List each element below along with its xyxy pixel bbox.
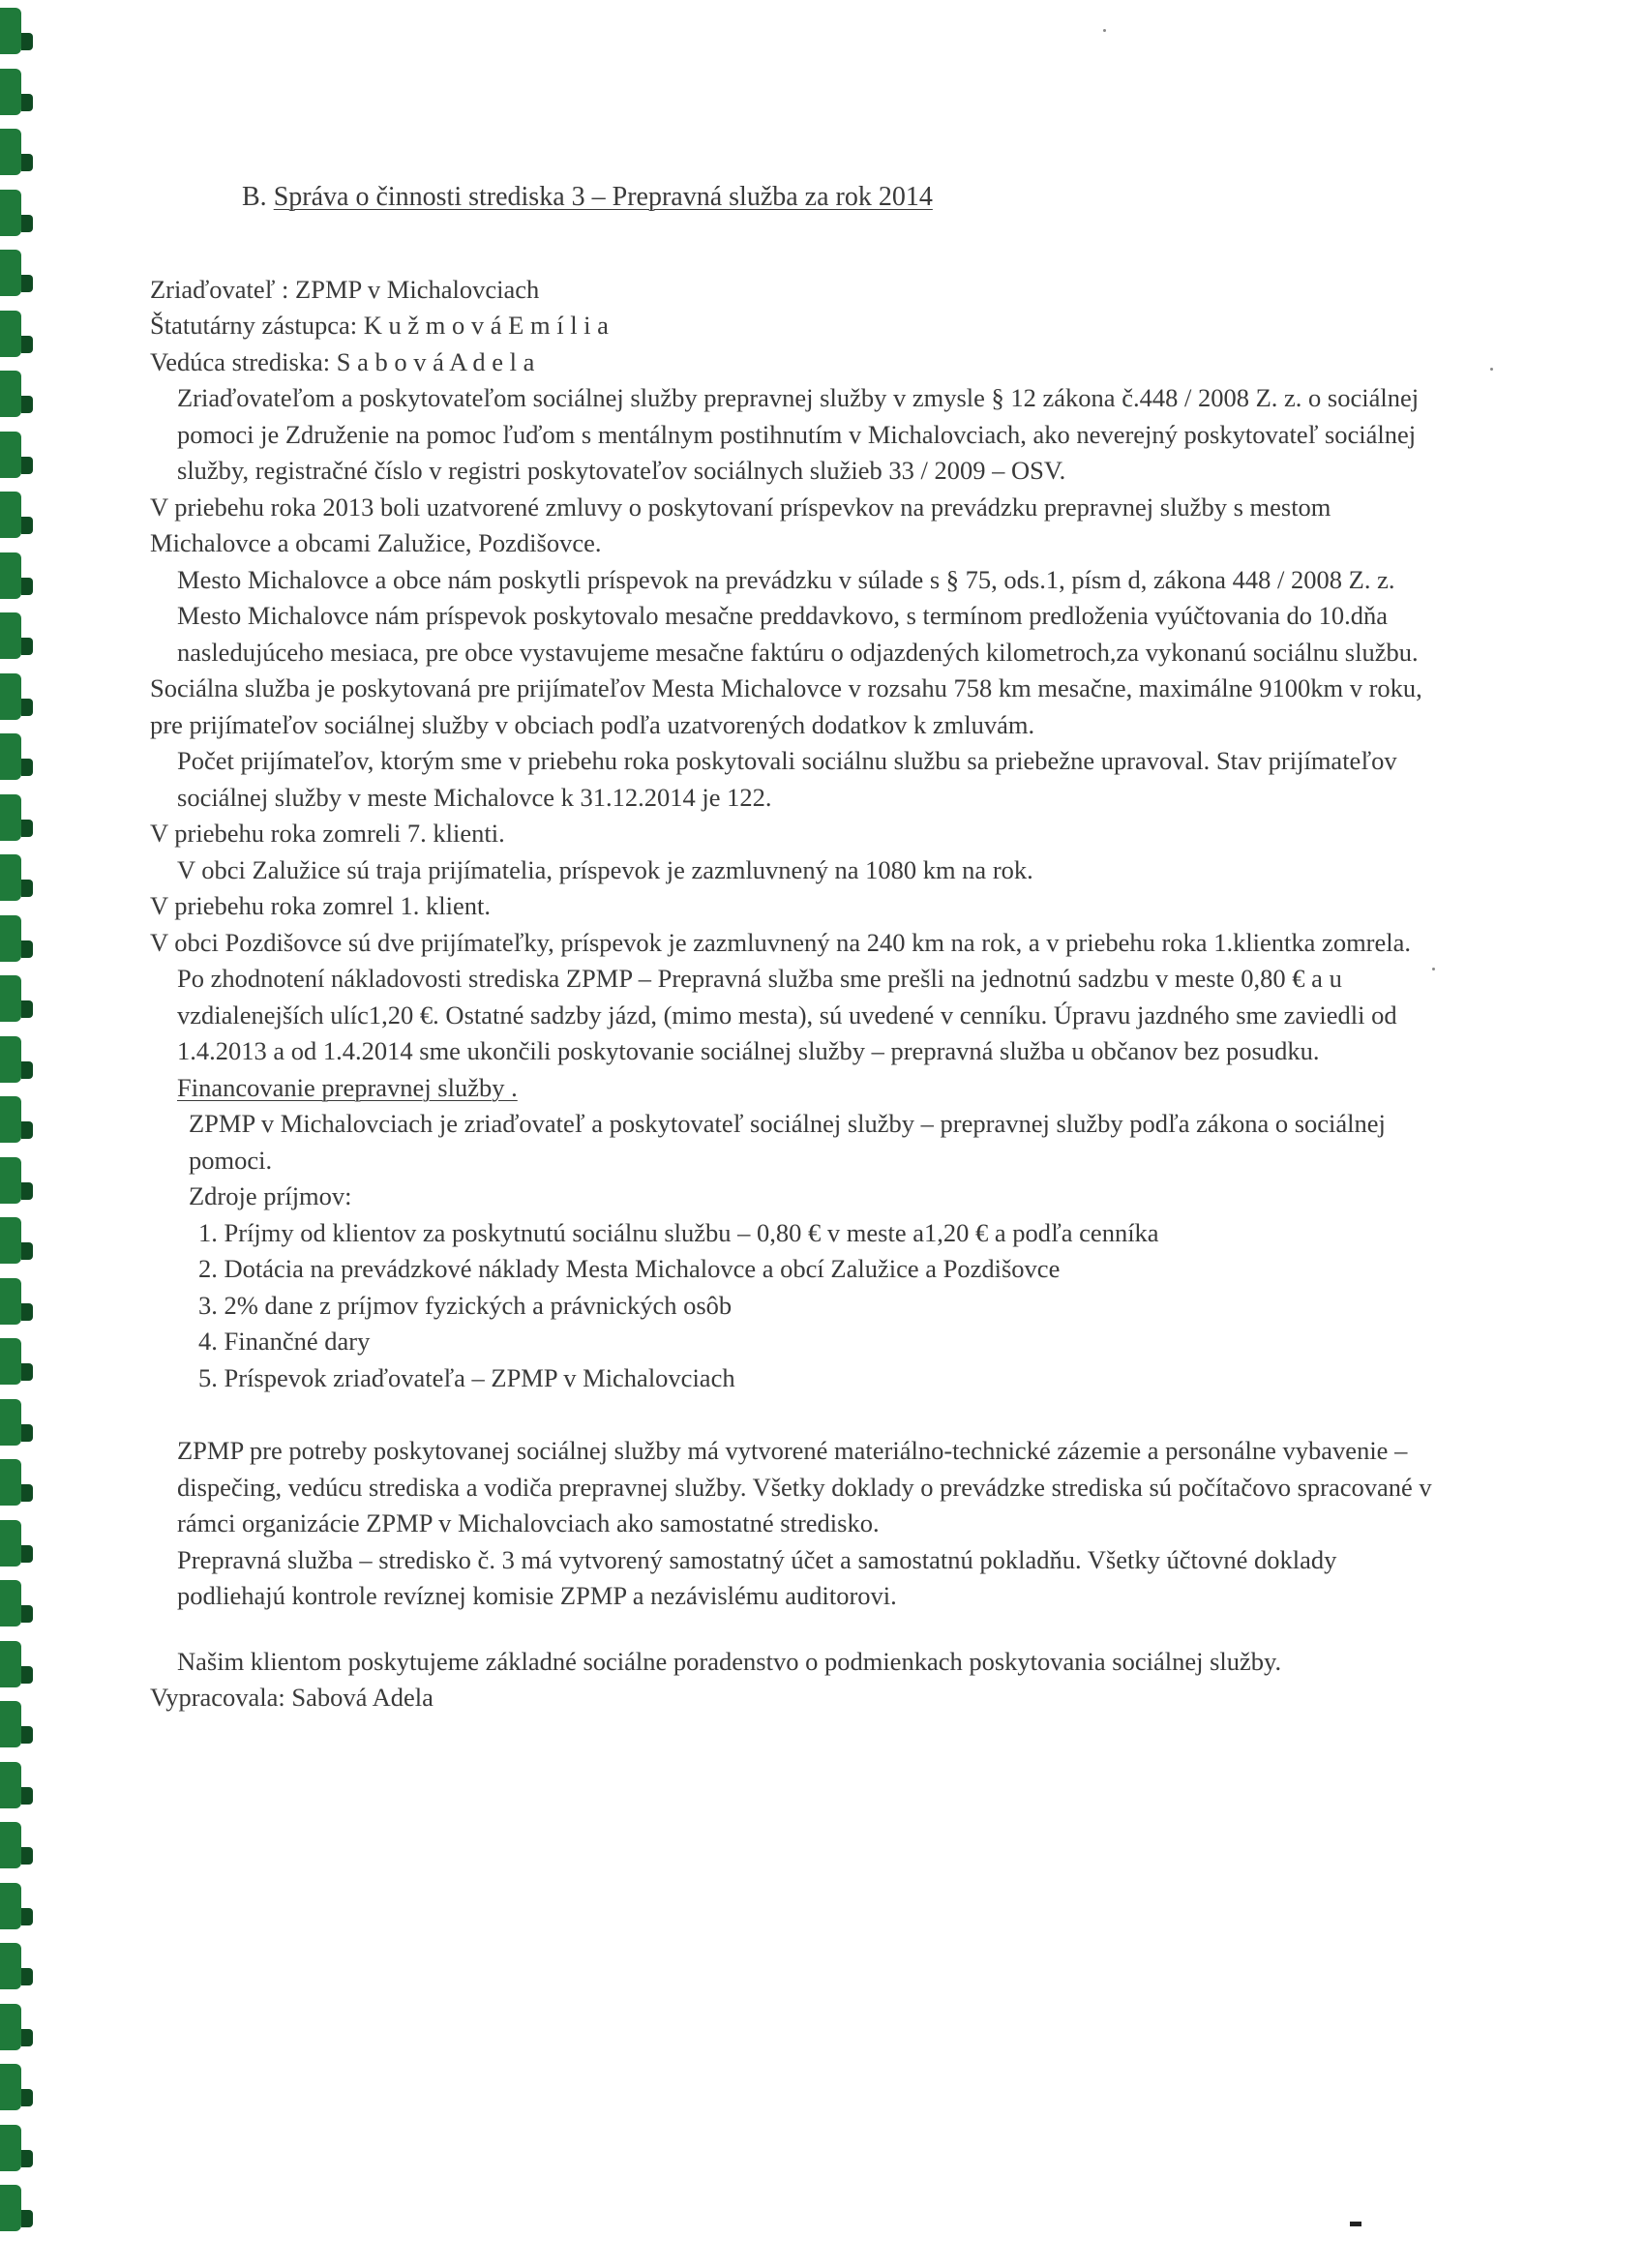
binding-ring bbox=[0, 190, 21, 236]
binding-ring bbox=[0, 733, 21, 780]
document-title bbox=[242, 179, 1437, 216]
binding-ring bbox=[0, 8, 21, 54]
binding-ring bbox=[0, 1399, 21, 1446]
paragraph-provider: Zriaďovateľom a poskytovateľom sociálnej služby prepravnej služby v zmysle § 12 zákona č.448 / 2008 Z. z. o sociálnej pomoci je Združenie na pomoc ľuďom s mentálnym postihnutím v Michalovciach, ako neverejný poskytovateľ sociálnej služby, registračné číslo v registri poskytovateľov sociálnych služieb 33 / 2009 – OSV. bbox=[177, 383, 1420, 485]
binding-ring bbox=[0, 794, 21, 841]
binding-ring bbox=[0, 1943, 21, 1989]
paragraph-zaluzice: V obci Zalužice sú traja prijímatelia, príspevok je zazmluvnený na 1080 km na rok. bbox=[177, 854, 1033, 884]
scan-mark bbox=[1350, 2222, 1361, 2226]
binding-ring bbox=[0, 1096, 21, 1143]
binding-ring bbox=[0, 975, 21, 1022]
paragraph-contribution: Mesto Michalovce a obce nám poskytli príspevok na prevádzku v súlade s § 75, ods.1, písm d, zákona 448 / 2008 Z. z. bbox=[177, 564, 1395, 594]
paragraph-rates: Po zhodnotení nákladovosti strediska ZPMP – Prepravná služba sme prešli na jednotnú sadzbu v meste 0,80 € a u vzdialenejších ulíc1,20 €. Ostatné sadzby jázd, (mimo mesta), sú uvedené v cenníku. Úpravu jazdného sme zaviedli od 1.4.2013 a od 1.4.2014 sme ukončili poskytovanie sociálnej služby – prepravná služba u občanov bez posudku. bbox=[177, 964, 1397, 1065]
binding-ring bbox=[0, 1520, 21, 1567]
binding-ring bbox=[0, 1762, 21, 1808]
binding-ring bbox=[0, 915, 21, 962]
signature-line: Vypracovala: Sabová Adela bbox=[150, 1683, 434, 1712]
paragraph-pozdisovce: V obci Pozdišovce sú dve prijímateľky, príspevok je zazmluvnený na 240 km na rok, a v priebehu roka 1.klientka zomrela. bbox=[150, 927, 1412, 957]
income-source-item: 1. Príjmy od klientov za poskytnutú sociálnu službu – 0,80 € v meste a1,20 € a podľa cenníka bbox=[198, 1217, 1159, 1247]
binding-ring bbox=[0, 1036, 21, 1083]
scan-speck bbox=[1432, 968, 1435, 970]
statutory-representative-line: Štatutárny zástupca: K u ž m o v á E m í l i a bbox=[150, 311, 609, 340]
binding-ring bbox=[0, 250, 21, 296]
binding-ring bbox=[0, 2004, 21, 2050]
binding-ring bbox=[0, 2125, 21, 2171]
income-source-item: 3. 2% dane z príjmov fyzických a právnických osôb bbox=[198, 1290, 733, 1320]
income-source-item: 5. Príspevok zriaďovateľa – ZPMP v Michalovciach bbox=[198, 1362, 735, 1392]
title-text: Správa o činnosti strediska 3 – Prepravná služba za rok 2014 bbox=[273, 182, 933, 212]
paragraph-accounting: Prepravná služba – stredisko č. 3 má vytvorený samostatný účet a samostatnú pokladňu. Všetky účtovné doklady podliehajú kontrole revíznej komisie ZPMP a nezávislému auditorovi. bbox=[177, 1544, 1337, 1610]
binding-ring bbox=[0, 854, 21, 901]
binding-ring bbox=[0, 1459, 21, 1506]
founder-line: Zriaďovateľ : ZPMP v Michalovciach bbox=[150, 274, 540, 304]
financing-text: ZPMP v Michalovciach je zriaďovateľ a poskytovateľ sociálnej služby – prepravnej služby podľa zákona o sociálnej pomoci. bbox=[189, 1109, 1386, 1175]
income-source-item: 4. Finančné dary bbox=[198, 1327, 371, 1356]
paragraph-deceased-zaluzice: V priebehu roka zomrel 1. klient. bbox=[150, 891, 492, 920]
paragraph-advance-payments: Mesto Michalovce nám príspevok poskytovalo mesačne preddavkovo, s termínom predloženia vyúčtovania do 10.dňa nasledujúceho mesiaca, pre obce vystavujeme mesačne faktúru o odjazdených kilometroch,za vykonanú sociálnu službu. bbox=[177, 601, 1419, 667]
binding-ring bbox=[0, 673, 21, 720]
income-sources-label: Zdroje príjmov: bbox=[189, 1181, 352, 1210]
binding-ring bbox=[0, 129, 21, 175]
binding-ring bbox=[0, 311, 21, 357]
binding-ring bbox=[0, 1883, 21, 1929]
document-page bbox=[150, 179, 1437, 1716]
binding-ring bbox=[0, 1338, 21, 1385]
binding-ring bbox=[0, 612, 21, 659]
binding-ring bbox=[0, 1217, 21, 1264]
binding-ring bbox=[0, 1278, 21, 1325]
binding-ring bbox=[0, 69, 21, 115]
binding-ring bbox=[0, 1580, 21, 1626]
scan-speck bbox=[1103, 29, 1106, 32]
binding-ring bbox=[0, 1701, 21, 1747]
binding-ring bbox=[0, 552, 21, 599]
title-prefix: B. bbox=[242, 182, 274, 212]
binding-ring bbox=[0, 492, 21, 538]
paragraph-recipients-count: Počet prijímateľov, ktorým sme v priebehu roka poskytovali sociálnu službu sa priebežne upravoval. Stav prijímateľov sociálnej služby v meste Michalovce k 31.12.2014 je 122. bbox=[177, 746, 1397, 812]
income-source-item: 2. Dotácia na prevádzkové náklady Mesta Michalovce a obcí Zalužice a Pozdišovce bbox=[198, 1254, 1061, 1283]
spiral-binding bbox=[0, 0, 46, 2268]
paragraph-facilities: ZPMP pre potreby poskytovanej sociálnej služby má vytvorené materiálno-technické zázemie a personálne vybavenie – dispečing, vedúcu strediska a vodiča prepravnej služby. Všetky doklady o prevádzke strediska sú počítačovo spracované v rámci organizácie ZPMP v Michalovciach ako samostatné stredisko. bbox=[177, 1436, 1432, 1537]
paragraph-counselling: Našim klientom poskytujeme základné sociálne poradenstvo o podmienkach poskytovania sociálnej služby. bbox=[177, 1646, 1282, 1676]
paragraph-contracts: V priebehu roka 2013 boli uzatvorené zmluvy o poskytovaní príspevkov na prevádzku prepravnej služby s mestom Michalovce a obcami Zalužice, Pozdišovce. bbox=[150, 492, 1331, 557]
financing-heading: Financovanie prepravnej služby . bbox=[177, 1072, 518, 1102]
binding-ring bbox=[0, 2064, 21, 2110]
centre-head-line: Vedúca strediska: S a b o v á A d e l a bbox=[150, 346, 535, 376]
binding-ring bbox=[0, 2185, 21, 2231]
paragraph-deceased-town: V priebehu roka zomreli 7. klienti. bbox=[150, 819, 505, 848]
binding-ring bbox=[0, 1157, 21, 1204]
binding-ring bbox=[0, 1641, 21, 1687]
binding-ring bbox=[0, 432, 21, 478]
paragraph-service-scope: Sociálna služba je poskytovaná pre prijímateľov Mesta Michalovce v rozsahu 758 km mesačne, maximálne 9100km v roku, pre prijímateľov sociálnej služby v obciach podľa uzatvorených dodatkov k zmluvám. bbox=[150, 673, 1422, 739]
binding-ring bbox=[0, 371, 21, 417]
scan-speck bbox=[1490, 368, 1493, 371]
binding-ring bbox=[0, 1822, 21, 1868]
income-sources-list bbox=[150, 1215, 1437, 1397]
